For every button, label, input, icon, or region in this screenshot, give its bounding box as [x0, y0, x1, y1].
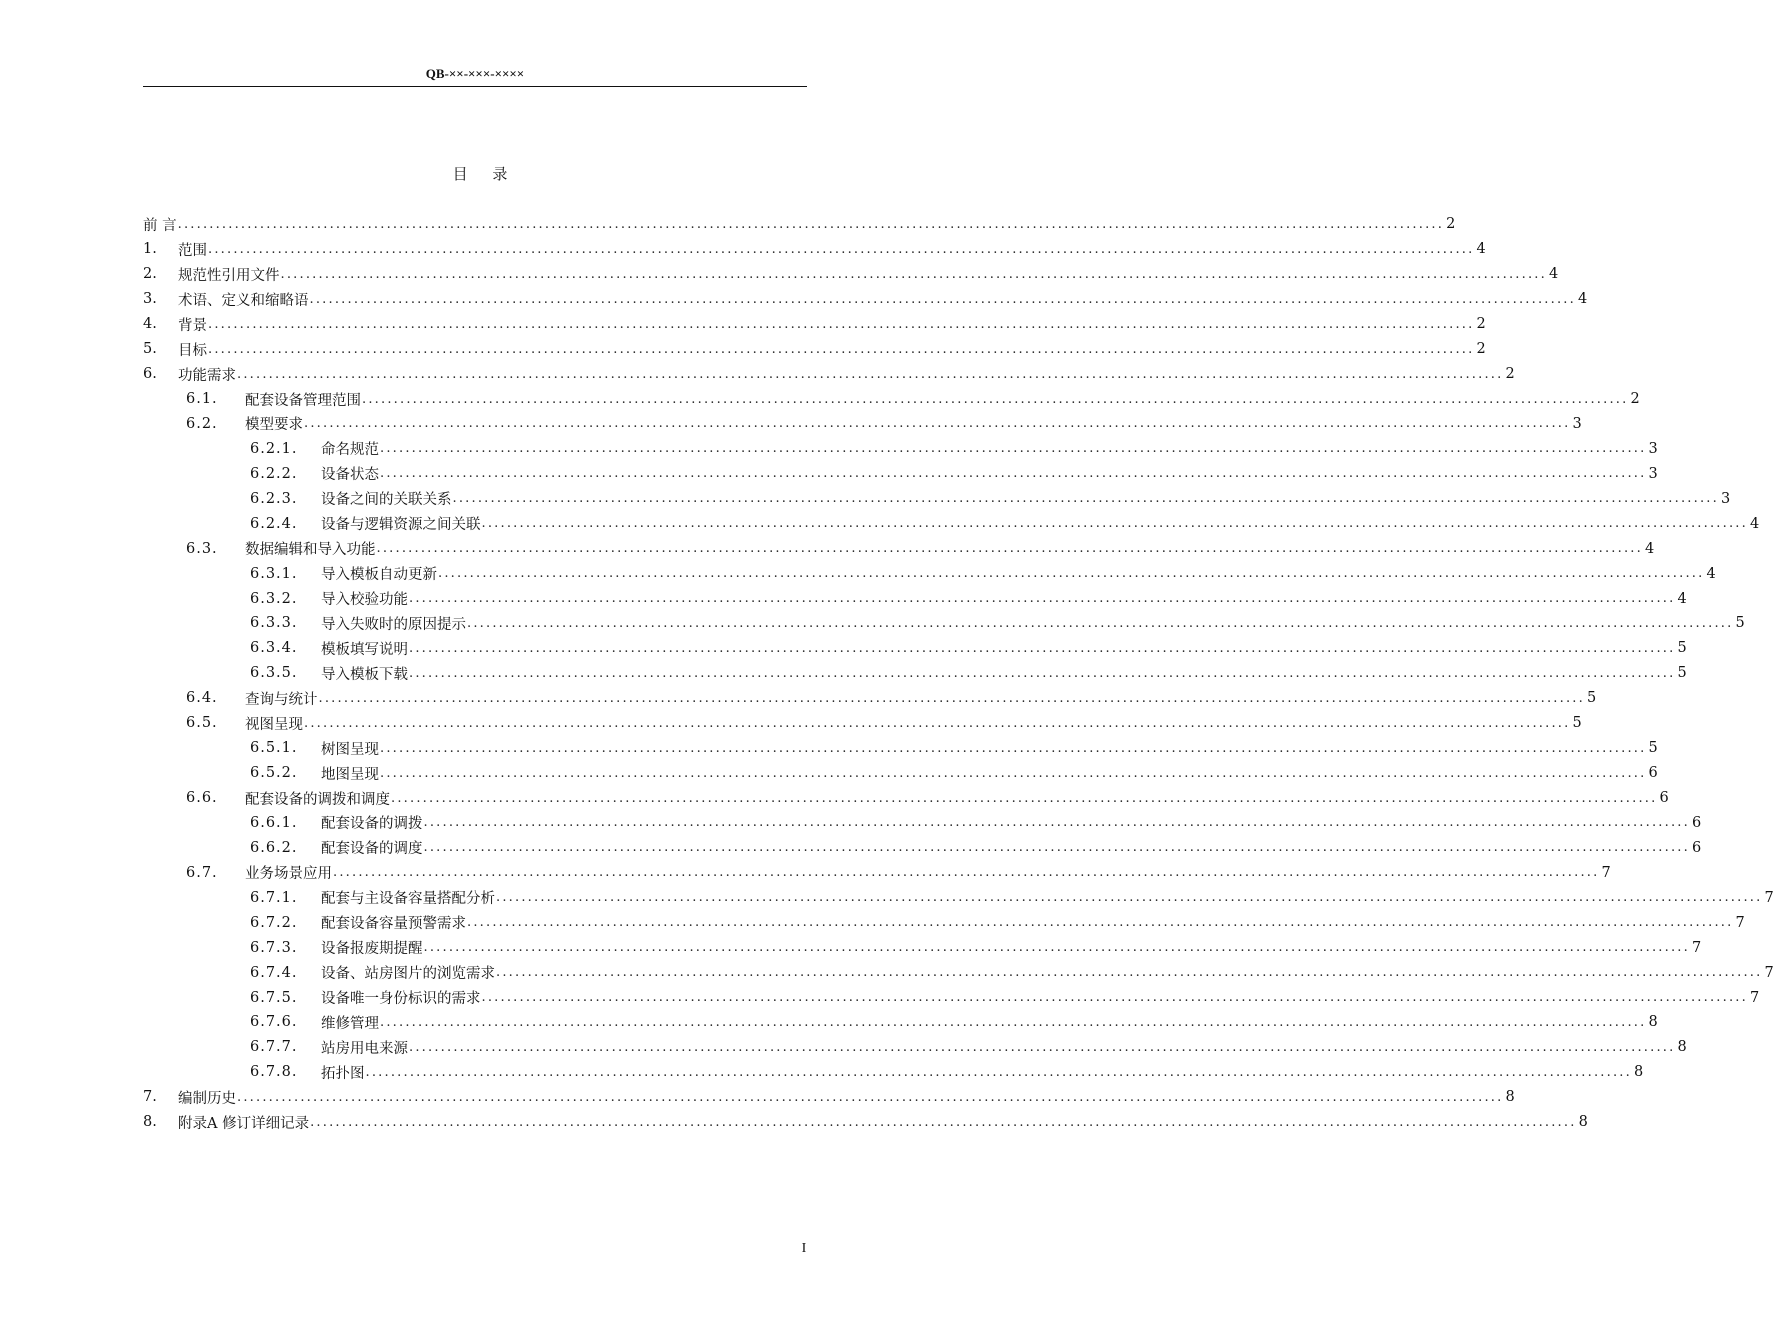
toc-entry-number: 6.7.8.: [250, 1064, 298, 1081]
toc-entry[interactable]: [143, 461, 1658, 486]
toc-entry[interactable]: [143, 312, 1486, 337]
toc-dot-leader: ........................................................................................................................................................................................................: [309, 291, 1576, 307]
toc-entry-number: 6.7.1.: [250, 889, 298, 906]
toc-entry-title: 配套设备的调拨: [321, 816, 423, 833]
toc-entry-number: 6.7.4.: [250, 964, 298, 981]
toc-dot-leader: ........................................................................................................................................................................................................: [423, 940, 1690, 956]
toc-dot-leader: ........................................................................................................................................................................................................: [177, 216, 1445, 232]
toc-entry-page: 4: [1677, 590, 1687, 607]
toc-entry-page: 8: [1578, 1114, 1588, 1131]
toc-dot-leader: ........................................................................................................................................................................................................: [467, 915, 1734, 931]
toc-entry[interactable]: [143, 1035, 1687, 1060]
toc-entry-title: 编制历史: [178, 1090, 236, 1107]
toc-entry-title: 目标: [178, 342, 207, 359]
toc-dot-leader: ........................................................................................................................................................................................................: [467, 615, 1734, 631]
toc-entry-page: 3: [1720, 490, 1731, 507]
toc-entry[interactable]: [143, 486, 1731, 511]
page-number: I: [801, 1241, 807, 1256]
toc-entry-number: 6.6.1.: [250, 814, 298, 831]
toc-title: 目 录: [452, 165, 518, 183]
toc-entry-title: 模板填写说明: [321, 641, 408, 658]
toc-entry[interactable]: [143, 736, 1658, 761]
toc-dot-leader: ........................................................................................................................................................................................................: [304, 715, 1571, 731]
toc-dot-leader: ........................................................................................................................................................................................................: [208, 241, 1475, 257]
toc-entry-page: 4: [1706, 565, 1716, 582]
toc-entry[interactable]: [143, 960, 1774, 985]
toc-entry[interactable]: [143, 412, 1582, 437]
toc-entry-title: 规范性引用文件: [178, 267, 280, 284]
toc-entry-title: 设备状态: [321, 467, 379, 484]
toc-entry-page: 5: [1586, 690, 1597, 707]
toc-entry-number: 6.7.7.: [250, 1039, 298, 1056]
toc-entry[interactable]: [143, 536, 1655, 561]
toc-entry[interactable]: [143, 711, 1582, 736]
toc-entry[interactable]: [143, 1085, 1515, 1110]
toc-entry-title: 业务场景应用: [245, 866, 332, 883]
toc-entry[interactable]: [143, 636, 1687, 661]
toc-entry-page: 4: [1749, 515, 1760, 532]
toc-entry-page: 4: [1644, 540, 1655, 557]
toc-entry-number: 6.5.: [186, 715, 218, 732]
toc-entry-title: 数据编辑和导入功能: [245, 542, 376, 559]
toc-entry-title: 站房用电来源: [321, 1040, 408, 1057]
toc-dot-leader: ........................................................................................................................................................................................................: [452, 491, 1719, 507]
toc-entry-title: 配套设备的调拨和调度: [245, 791, 390, 808]
toc-entry-number: 1.: [143, 241, 157, 258]
toc-entry[interactable]: [143, 387, 1640, 412]
toc-entry[interactable]: [143, 935, 1702, 960]
toc-entry-title: 导入模板自动更新: [321, 567, 437, 584]
toc-dot-leader: ........................................................................................................................................................................................................: [438, 566, 1705, 582]
toc-entry-page: 2: [1446, 216, 1456, 233]
toc-entry-title: 树图呈现: [321, 741, 379, 758]
toc-entry-title: 配套设备管理范围: [245, 392, 361, 409]
toc-dot-leader: ........................................................................................................................................................................................................: [237, 366, 1504, 382]
toc-dot-leader: ........................................................................................................................................................................................................: [237, 1089, 1504, 1105]
toc-entry-title: 配套设备容量预警需求: [321, 916, 466, 933]
toc-entry-number: 8.: [143, 1114, 157, 1131]
table-of-contents: [143, 212, 1774, 1135]
toc-entry-title: 背景: [178, 317, 207, 334]
toc-dot-leader: ........................................................................................................................................................................................................: [481, 516, 1748, 532]
toc-dot-leader: ........................................................................................................................................................................................................: [391, 790, 1658, 806]
toc-dot-leader: ........................................................................................................................................................................................................: [362, 391, 1629, 407]
toc-entry-title: 附录A 修订详细记录: [178, 1115, 310, 1132]
toc-entry[interactable]: [143, 436, 1658, 461]
toc-entry-number: 6.: [143, 366, 157, 383]
toc-entry-page: 4: [1476, 241, 1486, 258]
toc-entry-title: 设备与逻辑资源之间关联: [321, 517, 481, 534]
toc-entry-number: 6.5.1.: [250, 740, 298, 757]
toc-entry[interactable]: [143, 287, 1588, 312]
toc-entry-page: 2: [1476, 316, 1486, 333]
toc-dot-leader: ........................................................................................................................................................................................................: [280, 266, 1547, 282]
toc-dot-leader: ........................................................................................................................................................................................................: [496, 965, 1763, 981]
toc-entry-page: 8: [1505, 1089, 1515, 1106]
toc-dot-leader: ........................................................................................................................................................................................................: [380, 466, 1647, 482]
toc-entry[interactable]: [143, 661, 1687, 686]
toc-entry-number: 6.3.1.: [250, 565, 298, 582]
toc-entry[interactable]: [143, 786, 1669, 811]
toc-entry-page: 2: [1505, 366, 1515, 383]
toc-dot-leader: ........................................................................................................................................................................................................: [380, 441, 1647, 457]
toc-entry-page: 6: [1659, 790, 1669, 807]
toc-entry-number: 3.: [143, 291, 157, 308]
toc-entry-number: 2.: [143, 266, 157, 283]
toc-entry[interactable]: [143, 561, 1716, 586]
toc-entry[interactable]: [143, 885, 1774, 910]
toc-entry[interactable]: [143, 337, 1486, 362]
toc-entry-number: 6.7.6.: [250, 1014, 298, 1031]
toc-entry-number: 7.: [143, 1089, 157, 1106]
toc-entry-number: 6.7.3.: [250, 939, 298, 956]
toc-entry-number: 6.3.2.: [250, 590, 298, 607]
toc-entry-title: 命名规范: [321, 442, 379, 459]
toc-entry-title: 设备唯一身份标识的需求: [321, 991, 481, 1008]
toc-dot-leader: ........................................................................................................................................................................................................: [208, 341, 1475, 357]
toc-entry-title: 导入校验功能: [321, 592, 408, 609]
toc-dot-leader: ........................................................................................................................................................................................................: [380, 1014, 1647, 1030]
toc-entry[interactable]: [143, 910, 1745, 935]
toc-entry-page: 3: [1648, 465, 1658, 482]
toc-dot-leader: ........................................................................................................................................................................................................: [496, 890, 1763, 906]
toc-entry[interactable]: [143, 1110, 1588, 1135]
toc-entry-number: 6.6.2.: [250, 839, 298, 856]
toc-entry[interactable]: [143, 686, 1597, 711]
toc-entry-number: 6.3.4.: [250, 640, 298, 657]
toc-entry[interactable]: [143, 811, 1702, 836]
toc-entry-page: 3: [1648, 440, 1658, 457]
header-rule: [143, 86, 807, 87]
toc-entry-title: 设备报废期提醒: [321, 941, 423, 958]
toc-entry-title: 模型要求: [245, 417, 303, 434]
toc-entry-number: 6.3.3.: [250, 615, 298, 632]
toc-entry-number: 6.7.2.: [250, 914, 298, 931]
toc-entry[interactable]: [143, 362, 1515, 387]
toc-entry-title: 查询与统计: [245, 691, 318, 708]
toc-entry-number: 4.: [143, 316, 157, 333]
toc-dot-leader: ........................................................................................................................................................................................................: [409, 591, 1676, 607]
toc-entry-page: 7: [1601, 864, 1611, 881]
toc-entry-number: 6.4.: [186, 690, 218, 707]
toc-entry-title: 维修管理: [321, 1015, 379, 1032]
toc-entry-title: 配套设备的调度: [321, 841, 423, 858]
toc-dot-leader: ........................................................................................................................................................................................................: [409, 640, 1676, 656]
toc-entry-title: 配套与主设备容量搭配分析: [321, 891, 495, 908]
toc-entry[interactable]: [143, 237, 1486, 262]
toc-entry-number: 6.2.3.: [250, 490, 298, 507]
toc-dot-leader: ........................................................................................................................................................................................................: [208, 316, 1475, 332]
toc-dot-leader: ........................................................................................................................................................................................................: [304, 416, 1571, 432]
toc-entry-title: 功能需求: [178, 367, 236, 384]
toc-entry-page: 5: [1677, 665, 1687, 682]
toc-entry-page: 8: [1677, 1039, 1687, 1056]
toc-entry-number: 6.7.5.: [250, 989, 298, 1006]
toc-entry-page: 4: [1548, 266, 1559, 283]
toc-entry-title: 导入失败时的原因提示: [321, 616, 466, 633]
toc-entry-title: 导入模板下载: [321, 666, 408, 683]
toc-entry-page: 6: [1691, 839, 1702, 856]
toc-dot-leader: ........................................................................................................................................................................................................: [423, 815, 1690, 831]
toc-entry-title: 视图呈现: [245, 716, 303, 733]
toc-entry-page: 5: [1572, 715, 1582, 732]
toc-entry[interactable]: [143, 611, 1745, 636]
toc-entry[interactable]: [143, 262, 1559, 287]
toc-entry-number: 6.2.2.: [250, 465, 298, 482]
toc-entry-page: 5: [1648, 740, 1658, 757]
toc-entry-number: 6.5.2.: [250, 765, 298, 782]
toc-entry[interactable]: [143, 835, 1702, 860]
toc-entry-number: 5.: [143, 341, 157, 358]
toc-dot-leader: ........................................................................................................................................................................................................: [333, 865, 1600, 881]
toc-dot-leader: ........................................................................................................................................................................................................: [380, 740, 1647, 756]
toc-entry-page: 5: [1735, 615, 1745, 632]
toc-entry-page: 8: [1648, 1014, 1658, 1031]
toc-entry-number: 6.2.1.: [250, 440, 298, 457]
toc-entry-page: 3: [1572, 415, 1582, 432]
toc-entry[interactable]: [143, 586, 1687, 611]
toc-entry-number: 6.6.: [186, 790, 218, 807]
toc-entry-page: 8: [1633, 1064, 1644, 1081]
toc-dot-leader: ........................................................................................................................................................................................................: [318, 690, 1585, 706]
toc-dot-leader: ........................................................................................................................................................................................................: [376, 541, 1643, 557]
toc-dot-leader: ........................................................................................................................................................................................................: [481, 990, 1748, 1006]
toc-entry-title: 前 言: [143, 217, 177, 234]
toc-entry[interactable]: [143, 511, 1760, 536]
toc-entry-page: 6: [1691, 814, 1702, 831]
toc-entry-title: 设备、站房图片的浏览需求: [321, 966, 495, 983]
toc-entry-number: 6.3.: [186, 540, 218, 557]
toc-entry[interactable]: [143, 212, 1456, 237]
toc-entry-page: 7: [1764, 964, 1774, 981]
toc-dot-leader: ........................................................................................................................................................................................................: [365, 1064, 1632, 1080]
toc-dot-leader: ........................................................................................................................................................................................................: [423, 840, 1690, 856]
toc-entry-page: 4: [1577, 291, 1588, 308]
toc-entry-title: 设备之间的关联关系: [321, 492, 452, 509]
toc-entry-page: 7: [1691, 939, 1702, 956]
toc-entry-number: 6.2.4.: [250, 515, 298, 532]
toc-entry[interactable]: [143, 1010, 1658, 1035]
toc-entry-page: 7: [1735, 914, 1745, 931]
toc-entry-page: 5: [1677, 640, 1687, 657]
toc-entry[interactable]: [143, 860, 1611, 885]
toc-dot-leader: ........................................................................................................................................................................................................: [409, 665, 1676, 681]
toc-entry-number: 6.1.: [186, 391, 218, 408]
toc-dot-leader: ........................................................................................................................................................................................................: [409, 1039, 1676, 1055]
toc-entry[interactable]: [143, 761, 1658, 786]
toc-dot-leader: ........................................................................................................................................................................................................: [310, 1114, 1577, 1130]
toc-entry-number: 6.3.5.: [250, 665, 298, 682]
toc-dot-leader: ........................................................................................................................................................................................................: [380, 765, 1647, 781]
toc-entry-title: 拓扑图: [321, 1065, 365, 1082]
toc-entry-title: 术语、定义和缩略语: [178, 292, 309, 309]
toc-entry-page: 2: [1476, 341, 1486, 358]
toc-entry[interactable]: [143, 1060, 1644, 1085]
toc-entry[interactable]: [143, 985, 1760, 1010]
toc-entry-page: 2: [1630, 391, 1640, 408]
toc-entry-title: 范围: [178, 242, 207, 259]
toc-entry-page: 7: [1749, 989, 1760, 1006]
toc-entry-page: 7: [1764, 889, 1774, 906]
document-code-header: QB-××-×××-××××: [425, 66, 525, 81]
toc-entry-title: 地图呈现: [321, 766, 379, 783]
toc-entry-number: 6.7.: [186, 864, 218, 881]
toc-entry-page: 6: [1648, 765, 1658, 782]
toc-entry-number: 6.2.: [186, 415, 218, 432]
